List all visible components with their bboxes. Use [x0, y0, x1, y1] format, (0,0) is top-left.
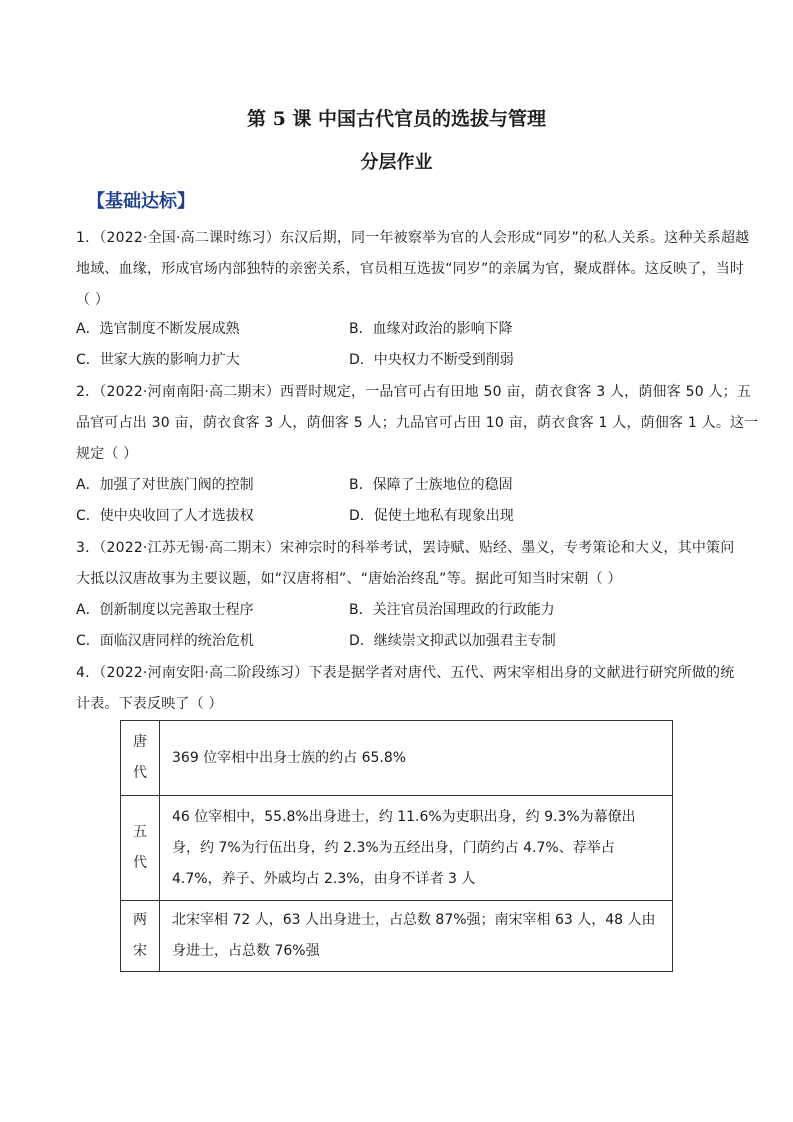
- question-line: 2．（2022·河南南阳·高二期末）西晋时规定，一品官可占有田地 50 亩，荫衣食客 3 人，荫佃客 50 人；五: [76, 384, 752, 400]
- question-line: 4．（2022·河南安阳·高二阶段练习）下表是据学者对唐代、五代、两宋宰相出身的文献进行研究所做的统: [76, 665, 735, 681]
- question-line: 计表。下表反映了（ ）: [76, 696, 223, 712]
- question-1-options: [76, 314, 724, 376]
- era-char: 宋: [133, 943, 147, 959]
- statistics-table: [120, 720, 673, 972]
- option-d[interactable]: D．中央权力不断受到削弱: [349, 352, 514, 368]
- option-b[interactable]: B．血缘对政治的影响下降: [349, 321, 513, 337]
- question-line: 大抵以汉唐故事为主要议题，如“汉唐将相”、“唐始治终乱”等。据此可知当时宋朝（ ）: [76, 571, 622, 587]
- option-a[interactable]: A．加强了对世族门阀的控制: [76, 477, 254, 493]
- option-b[interactable]: B．关注官员治国理政的行政能力: [349, 602, 555, 618]
- era-cell: [121, 796, 160, 901]
- era-cell: [121, 901, 160, 972]
- era-char: 五: [133, 824, 147, 840]
- section-heading: 【基础达标】: [87, 191, 195, 212]
- question-line: 地域、血缘，形成官场内部独特的亲密关系，官员相互选拔“同岁”的亲属为官，聚成群体。这反映了，当时: [76, 261, 745, 277]
- question-3-options: [76, 595, 724, 657]
- option-c[interactable]: C．世家大族的影响力扩大: [76, 352, 240, 368]
- question-line: 3．（2022·江苏无锡·高二期末）宋神宗时的科举考试，罢诗赋、贴经、墨义，专考策论和大义，其中策问: [76, 540, 735, 556]
- option-b[interactable]: B．保障了士族地位的稳固: [349, 477, 513, 493]
- table-cell: 369 位宰相中出身士族的约占 65.8%: [160, 721, 673, 796]
- era-cell: [121, 721, 160, 796]
- question-line: 规定（ ）: [76, 446, 138, 462]
- era-char: 代: [133, 855, 147, 871]
- table-row: [121, 901, 673, 972]
- page-subtitle: 分层作业: [360, 152, 433, 173]
- option-a[interactable]: A．创新制度以完善取士程序: [76, 602, 254, 618]
- question-1: [76, 223, 750, 316]
- page-title: 第 5 课 中国古代官员的选拔与管理: [246, 108, 547, 130]
- era-char: 唐: [133, 734, 147, 750]
- question-line: 品官可占出 30 亩，荫衣食客 3 人，荫佃客 5 人；九品官可占田 10 亩，荫衣食客 1 人，荫佃客 1 人。这一: [76, 415, 759, 431]
- table-row: [121, 721, 673, 796]
- option-a[interactable]: A．选官制度不断发展成熟: [76, 321, 240, 337]
- table-cell: 北宋宰相 72 人，63 人出身进士，占总数 87%强；南宋宰相 63 人，48 人由身进士，占总数 76%强: [160, 901, 673, 972]
- question-3: [76, 533, 735, 595]
- question-2: [76, 377, 759, 470]
- question-line: （ ）: [76, 292, 110, 308]
- option-c[interactable]: C．面临汉唐同样的统治危机: [76, 633, 254, 649]
- question-4: [76, 658, 735, 720]
- question-line: 1．（2022·全国·高二课时练习）东汉后期，同一年被察举为官的人会形成“同岁”的私人关系。这种关系超越: [76, 230, 750, 246]
- option-d[interactable]: D．促使土地私有现象出现: [349, 508, 514, 524]
- era-char: 代: [133, 765, 147, 781]
- era-char: 两: [133, 912, 147, 928]
- table-row: [121, 796, 673, 901]
- option-c[interactable]: C．使中央收回了人才选拔权: [76, 508, 254, 524]
- question-2-options: [76, 470, 724, 532]
- option-d[interactable]: D．继续崇文抑武以加强君主专制: [349, 633, 556, 649]
- table-cell: 46 位宰相中，55.8%出身进士，约 11.6%为吏职出身，约 9.3%为幕僚出身，约 7%为行伍出身，约 2.3%为五经出身，门荫约占 4.7%、荐举占 4.7%，养子、外戚均占 2.3%，由身不详者 3 人: [160, 796, 673, 901]
